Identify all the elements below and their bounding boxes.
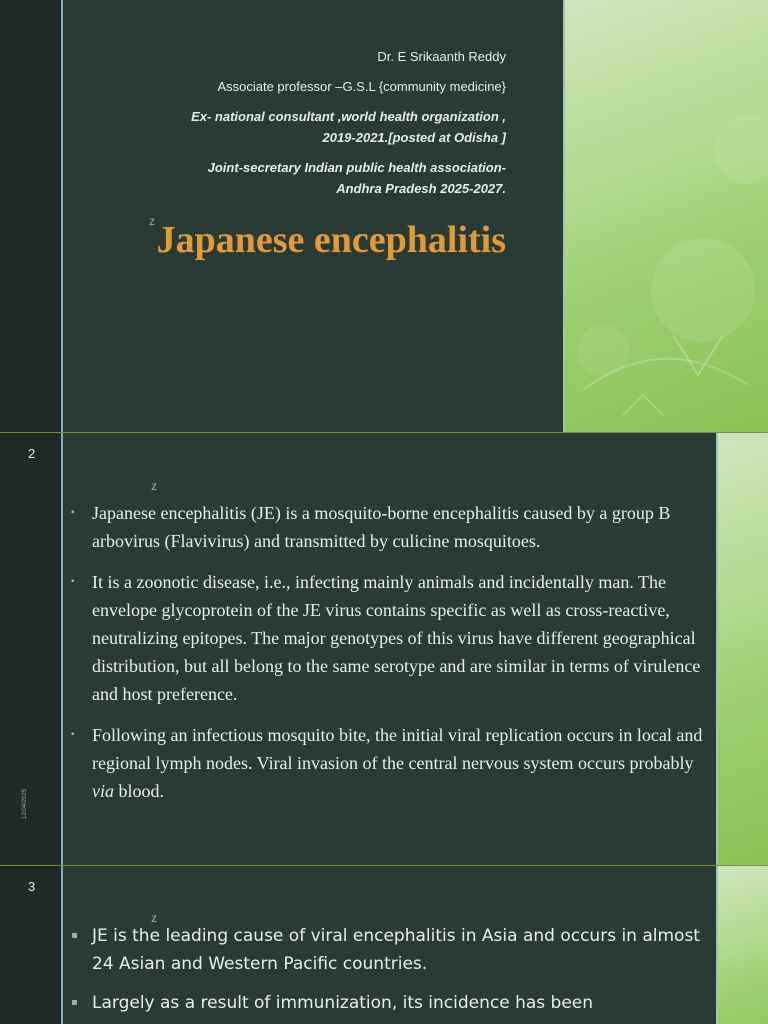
slide-number: 3: [28, 879, 36, 894]
bullet-item: [71, 499, 706, 555]
author-role-iphe: Joint-secretary Indian public health association-Andhra Pradesh 2025-2027.: [207, 160, 506, 196]
bullet-text: Following an infectious mosquito bite, the initial viral replication occurs in local and regional lymph nodes. Viral invasion of the central nervous system occurs probably via blood.: [92, 725, 703, 801]
bullet-square-icon: ▪: [71, 930, 78, 941]
green-decor-panel: [563, 0, 768, 432]
bullet-square-icon: ▪: [71, 507, 75, 518]
bullet-text: Largely as a result of immunization, its incidence has been: [92, 993, 594, 1013]
author-block: [176, 46, 506, 208]
slide-1[interactable]: [0, 0, 768, 432]
left-accent-line: [61, 866, 63, 1024]
z-logo-mark: z: [149, 214, 155, 228]
bullet-square-icon: ▪: [71, 576, 75, 587]
slide-number: 2: [28, 446, 36, 461]
panel-edge-line: [563, 0, 565, 432]
italic-emphasis: via: [92, 781, 114, 801]
bullet-item: [71, 989, 706, 1017]
bullet-square-icon: ▪: [71, 729, 75, 740]
slide-2[interactable]: [0, 433, 768, 865]
z-logo-mark: z: [151, 911, 157, 925]
bullet-list: [71, 922, 706, 1024]
decor-pattern-graphic: [563, 0, 768, 432]
panel-edge-line: [716, 866, 718, 1024]
left-accent-line: [61, 0, 63, 432]
presentation-title: Japanese encephalitis: [156, 219, 506, 261]
green-decor-panel: [716, 433, 768, 865]
bullet-item: [71, 922, 706, 978]
green-decor-panel: [716, 866, 768, 1024]
bullet-text: Japanese encephalitis (JE) is a mosquito-borne encephalitis caused by a group B arbovirus (Flavivirus) and transmitted by culicine mosquitoes.: [92, 503, 671, 551]
author-role-who: Ex- national consultant ,world health organization , 2019-2021.[posted at Odisha ]: [191, 109, 506, 145]
panel-edge-line: [716, 433, 718, 865]
z-logo-mark: z: [151, 479, 157, 493]
bullet-text: JE is the leading cause of viral encephalitis in Asia and occurs in almost 24 Asian and Western Pacific countries.: [92, 926, 700, 974]
side-date-label: 12/04/2025: [22, 788, 28, 819]
bullet-list: [71, 499, 706, 818]
left-strip: [0, 0, 61, 432]
bullet-square-icon: ▪: [71, 997, 78, 1008]
bullet-item: [71, 721, 706, 805]
author-name: Dr. E Srikaanth Reddy: [377, 49, 506, 64]
left-accent-line: [61, 433, 63, 865]
slide-3[interactable]: [0, 866, 768, 1024]
bullet-text: It is a zoonotic disease, i.e., infecting mainly animals and incidentally man. The envelope glycoprotein of the JE virus contains specific as well as cross-reactive, neutralizing epitopes. The major genotypes of this virus have different geographical distribution, but all belong to the same serotype and are similar in terms of virulence and host preference.: [92, 572, 701, 704]
left-strip: [0, 433, 61, 865]
bullet-item: [71, 568, 706, 708]
author-position: Associate professor –G.S.L {community medicine}: [217, 79, 506, 94]
